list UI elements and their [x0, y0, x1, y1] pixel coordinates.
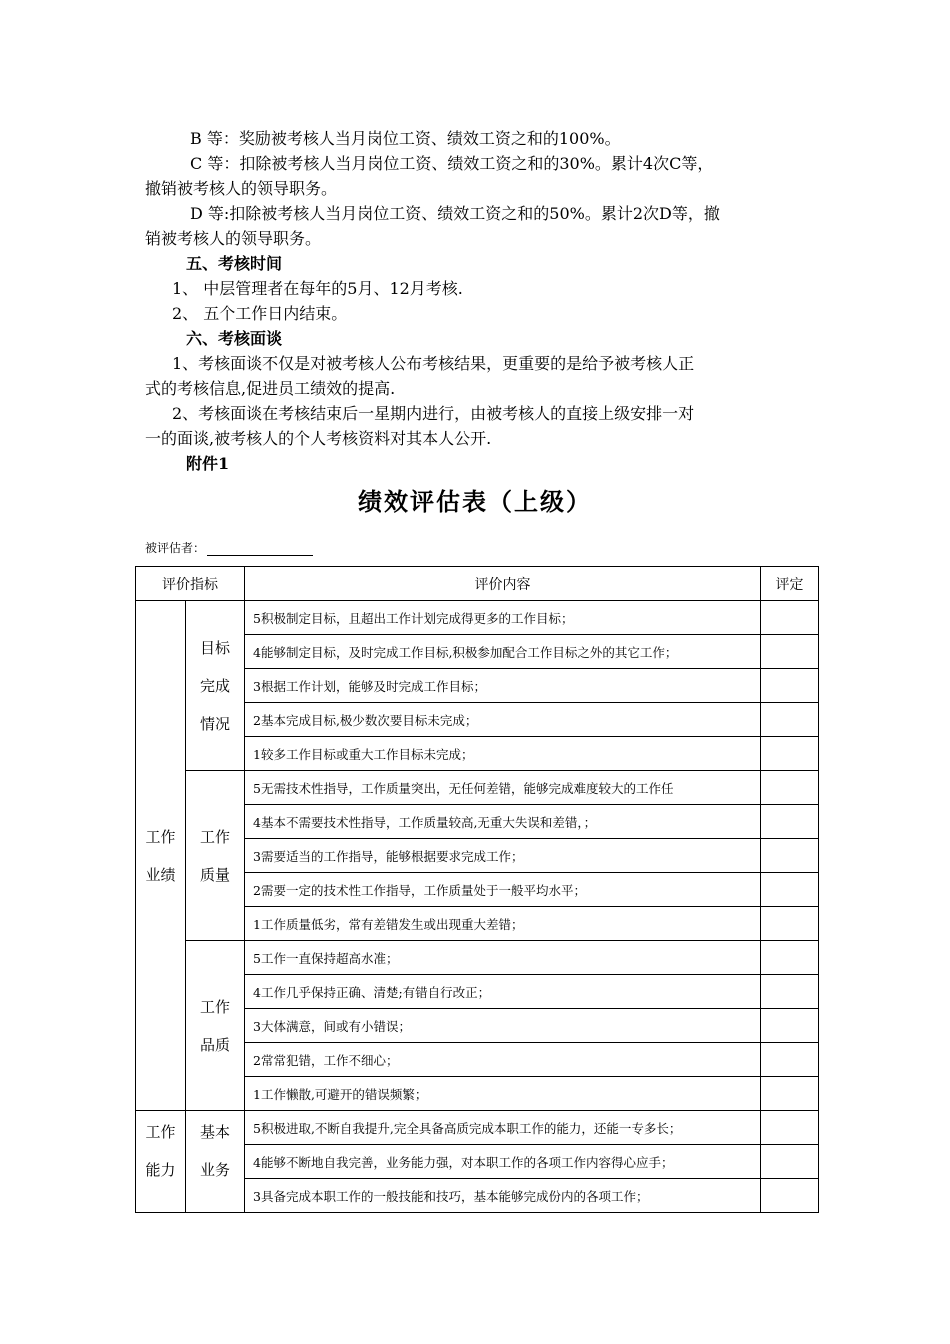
rating-cell[interactable] [761, 907, 819, 941]
rating-cell[interactable] [761, 975, 819, 1009]
rating-cell[interactable] [761, 635, 819, 669]
section-heading-interview: 六、考核面谈 [186, 329, 283, 348]
criterion-cell: 5积极进取,不断自我提升,完全具备高质完成本职工作的能力，还能一专多长； [245, 1111, 761, 1145]
section-heading-time: 五、考核时间 [186, 254, 283, 273]
rating-cell[interactable] [761, 771, 819, 805]
rating-cell[interactable] [761, 1179, 819, 1213]
subcategory-cell: 工作 质量 [186, 771, 245, 941]
evaluatee-field [145, 539, 313, 556]
header-indicator: 评价指标 [136, 567, 245, 601]
rating-cell[interactable] [761, 601, 819, 635]
criterion-cell: 3具备完成本职工作的一般技能和技巧，基本能够完成份内的各项工作； [245, 1179, 761, 1213]
criterion-cell: 5积极制定目标，且超出工作计划完成得更多的工作目标； [245, 601, 761, 635]
criterion-cell: 5无需技术性指导，工作质量突出，无任何差错，能够完成难度较大的工作任 [245, 771, 761, 805]
interview-item-1-cont: 式的考核信息,促进员工绩效的提高. [145, 379, 396, 398]
criterion-cell: 4工作几乎保持正确、清楚;有错自行改正； [245, 975, 761, 1009]
header-content: 评价内容 [245, 567, 761, 601]
criterion-cell: 3需要适当的工作指导，能够根据要求完成工作； [245, 839, 761, 873]
time-item-2: 2、 五个工作日内结束。 [172, 304, 348, 323]
rating-cell[interactable] [761, 839, 819, 873]
rating-cell[interactable] [761, 703, 819, 737]
time-item-1: 1、 中层管理者在每年的5月、12月考核. [172, 279, 463, 298]
rating-cell[interactable] [761, 669, 819, 703]
grade-d-text-cont: 销被考核人的领导职务。 [145, 229, 322, 248]
criterion-cell: 2基本完成目标,极少数次要目标未完成； [245, 703, 761, 737]
rating-cell[interactable] [761, 1009, 819, 1043]
criterion-cell: 2常常犯错，工作不细心； [245, 1043, 761, 1077]
rating-cell[interactable] [761, 941, 819, 975]
grade-b-text: B 等：奖励被考核人当月岗位工资、绩效工资之和的100%。 [190, 129, 621, 148]
form-title: 绩效评估表（上级） [358, 487, 592, 516]
criterion-cell: 4能够不断地自我完善，业务能力强，对本职工作的各项工作内容得心应手； [245, 1145, 761, 1179]
table-row [136, 1111, 819, 1145]
table-row [136, 941, 819, 975]
rating-cell[interactable] [761, 873, 819, 907]
rating-cell[interactable] [761, 1111, 819, 1145]
category-cell: 工作 能力 [136, 1111, 186, 1213]
evaluatee-label: 被评估者： [145, 541, 206, 555]
table-row [136, 771, 819, 805]
grade-c-text-cont: 撤销被考核人的领导职务。 [145, 179, 338, 198]
criterion-cell: 1工作懒散,可避开的错误频繁； [245, 1077, 761, 1111]
criterion-cell: 3大体满意，间或有小错误； [245, 1009, 761, 1043]
criterion-cell: 4基本不需要技术性指导，工作质量较高,无重大失误和差错，； [245, 805, 761, 839]
subcategory-cell: 基本 业务 [186, 1111, 245, 1213]
criterion-cell: 5工作一直保持超高水准； [245, 941, 761, 975]
header-rating: 评定 [761, 567, 819, 601]
rating-cell[interactable] [761, 1043, 819, 1077]
rating-cell[interactable] [761, 1077, 819, 1111]
rating-cell[interactable] [761, 805, 819, 839]
attachment-label: 附件1 [186, 454, 230, 473]
grade-d-text: D 等:扣除被考核人当月岗位工资、绩效工资之和的50%。累计2次D等，撤 [190, 204, 720, 223]
evaluatee-blank[interactable] [207, 543, 313, 556]
criterion-cell: 4能够制定目标，及时完成工作目标,积极参加配合工作目标之外的其它工作； [245, 635, 761, 669]
interview-item-2: 2、考核面谈在考核结束后一星期内进行，由被考核人的直接上级安排一对 [172, 404, 695, 423]
interview-item-1: 1、考核面谈不仅是对被考核人公布考核结果，更重要的是给予被考核人正 [172, 354, 695, 373]
subcategory-cell: 工作 品质 [186, 941, 245, 1111]
evaluation-table [135, 566, 819, 1213]
criterion-cell: 2需要一定的技术性工作指导，工作质量处于一般平均水平； [245, 873, 761, 907]
category-cell: 工作 业绩 [136, 601, 186, 1111]
table-row [136, 601, 819, 635]
rating-cell[interactable] [761, 1145, 819, 1179]
criterion-cell: 1较多工作目标或重大工作目标未完成； [245, 737, 761, 771]
criterion-cell: 1工作质量低劣，常有差错发生或出现重大差错； [245, 907, 761, 941]
subcategory-cell: 目标 完成 情况 [186, 601, 245, 771]
criterion-cell: 3根据工作计划，能够及时完成工作目标； [245, 669, 761, 703]
grade-c-text: C 等：扣除被考核人当月岗位工资、绩效工资之和的30%。累计4次C等， [190, 154, 714, 173]
table-header-row [136, 567, 819, 601]
rating-cell[interactable] [761, 737, 819, 771]
interview-item-2-cont: 一的面谈,被考核人的个人考核资料对其本人公开. [145, 429, 492, 448]
